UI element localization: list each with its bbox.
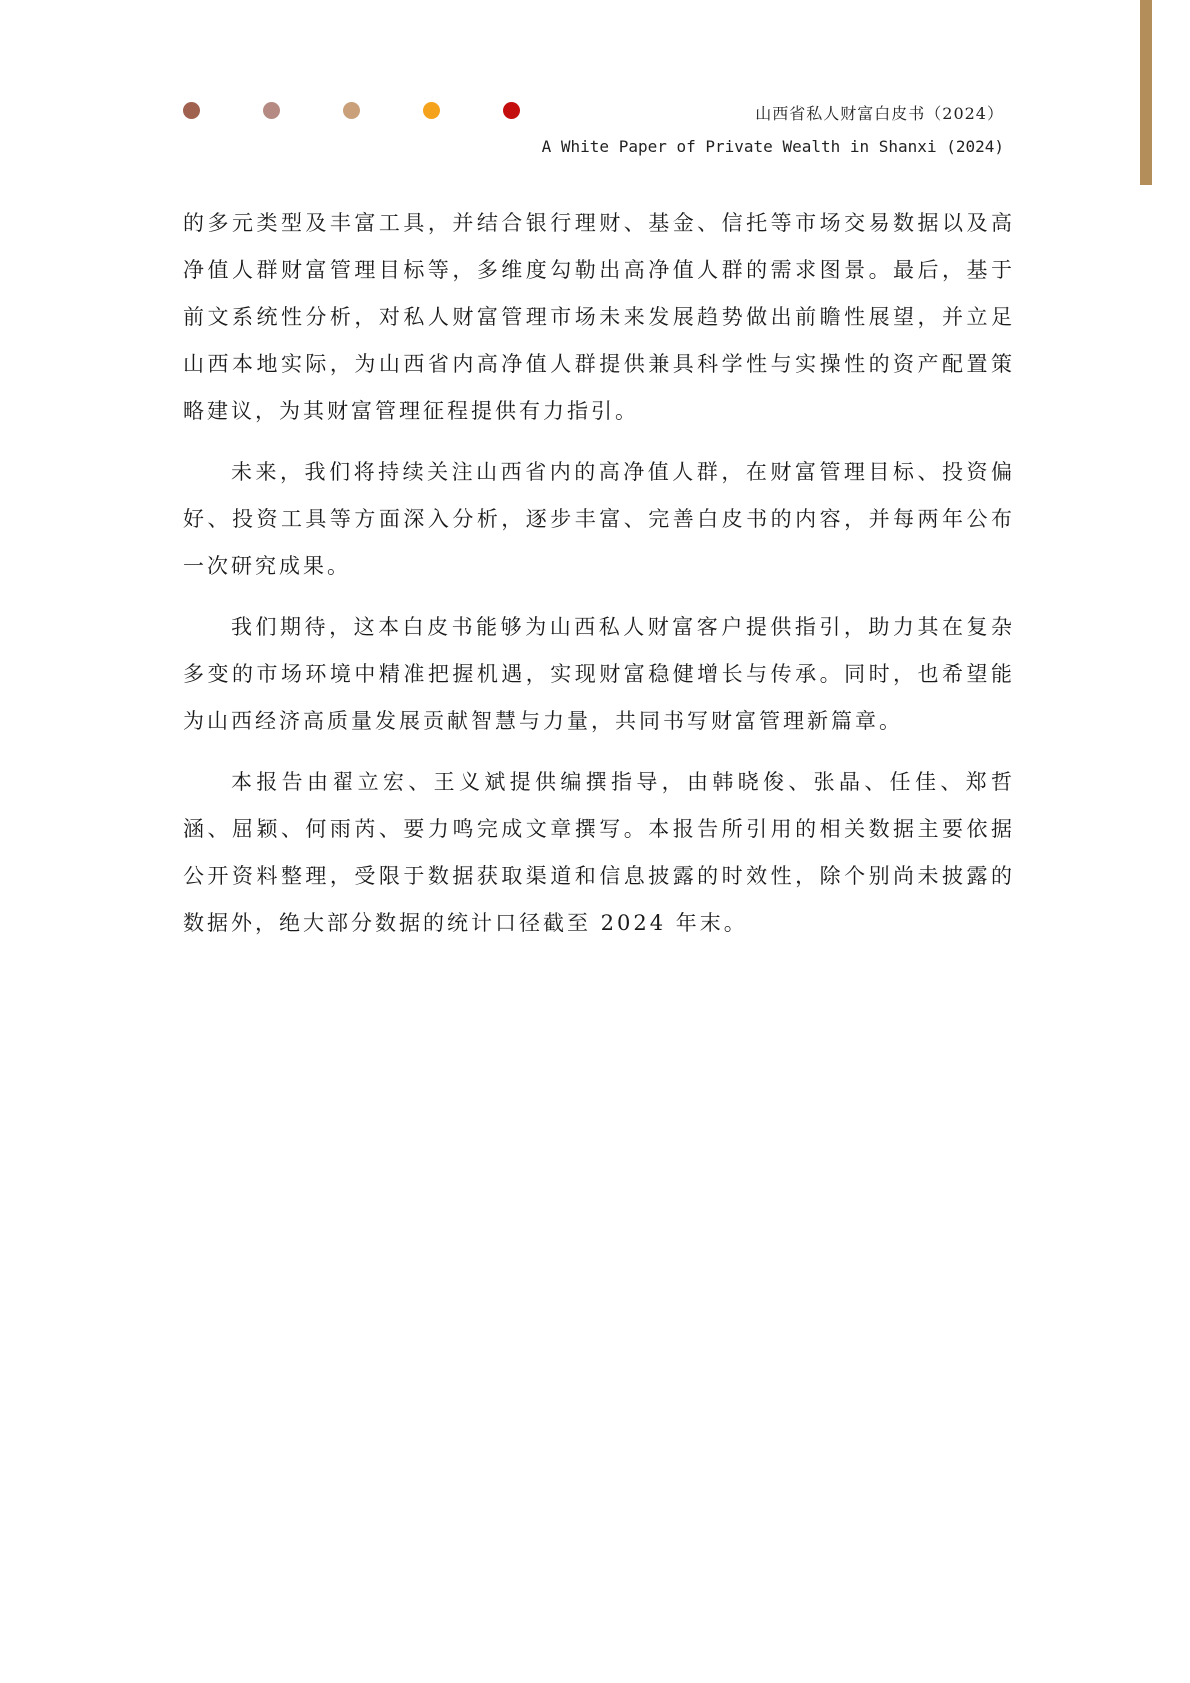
header-title-en: A White Paper of Private Wealth in Shanxi (2024)	[541, 137, 1004, 156]
paragraph-1: 的多元类型及丰富工具，并结合银行理财、基金、信托等市场交易数据以及高净值人群财富管理目标等，多维度勾勒出高净值人群的需求图景。最后，基于前文系统性分析，对私人财富管理市场未来发展趋势做出前瞻性展望，并立足山西本地实际，为山西省内高净值人群提供兼具科学性与实操性的资产配置策略建议，为其财富管理征程提供有力指引。	[183, 211, 1015, 423]
dot-3	[343, 102, 360, 119]
header-title-cn: 山西省私人财富白皮书（2024）	[755, 104, 1004, 123]
paragraph-2: 未来，我们将持续关注山西省内的高净值人群，在财富管理目标、投资偏好、投资工具等方面深入分析，逐步丰富、完善白皮书的内容，并每两年公布一次研究成果。	[183, 460, 1015, 578]
paragraph-4: 本报告由翟立宏、王义斌提供编撰指导，由韩晓俊、张晶、任佳、郑哲涵、屈颖、何雨芮、要力鸣完成文章撰写。本报告所引用的相关数据主要依据公开资料整理，受限于数据获取渠道和信息披露的时效性，除个别尚未披露的数据外，绝大部分数据的统计口径截至 2024 年末。	[183, 770, 1015, 935]
decorative-dots	[183, 102, 523, 120]
dot-2	[263, 102, 280, 119]
body-text	[183, 200, 1015, 961]
side-accent-bar	[1140, 0, 1152, 185]
dot-4	[423, 102, 440, 119]
paragraph-3: 我们期待，这本白皮书能够为山西私人财富客户提供指引，助力其在复杂多变的市场环境中精准把握机遇，实现财富稳健增长与传承。同时，也希望能为山西经济高质量发展贡献智慧与力量，共同书写财富管理新篇章。	[183, 615, 1015, 733]
dot-5	[503, 102, 520, 119]
dot-1	[183, 102, 200, 119]
